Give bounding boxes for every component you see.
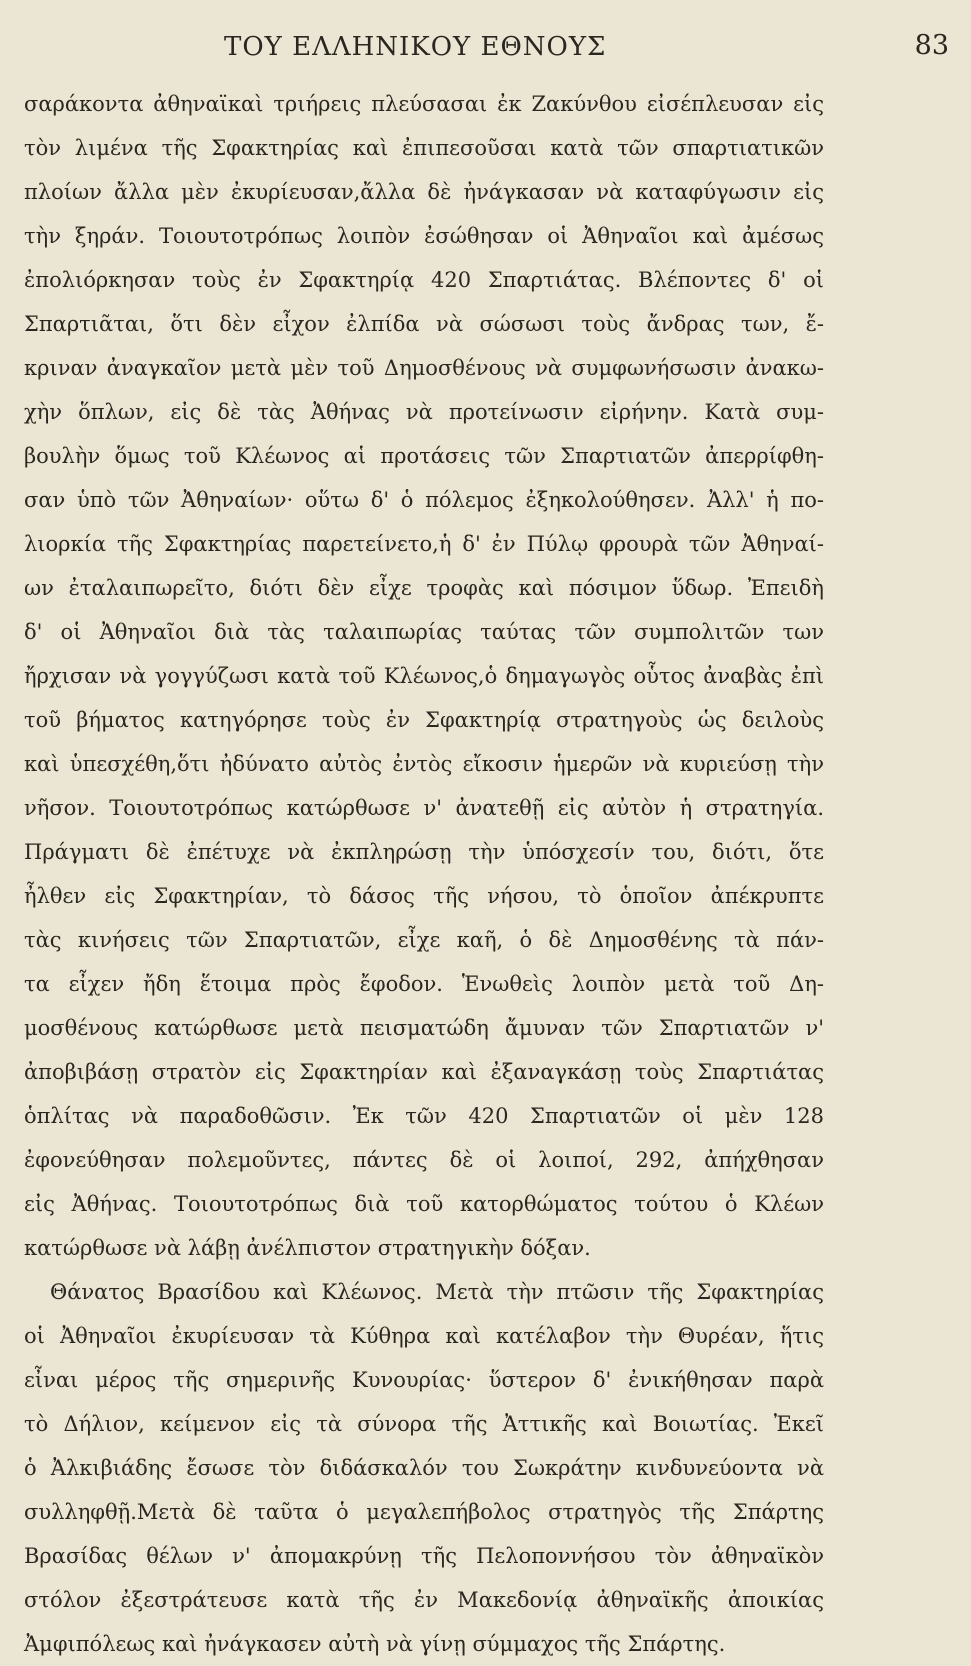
text-line: τὴν ξηράν. Τοιουτοτρόπως λοιπὸν ἐσώθησαν οἱ Ἀθηναῖοι καὶ ἀμέσως <box>24 224 824 248</box>
text-line: πλοίων ἄλλα μὲν ἐκυρίευσαν,ἄλλα δὲ ἠνάγκασαν νὰ καταφύγωσιν εἰς <box>24 180 824 204</box>
running-head: ΤΟΥ ΕΛΛΗΝΙΚΟΥ ΕΘΝΟΥΣ <box>224 32 607 62</box>
text-line: ων ἐταλαιπωρεῖτο, διότι δὲν εἶχε τροφὰς καὶ πόσιμον ὕδωρ. Ἐπειδὴ <box>24 576 824 600</box>
text-line: νῆσον. Τοιουτοτρόπως κατώρθωσε ν' ἀνατεθῇ εἰς αὐτὸν ἡ στρατηγία. <box>24 796 824 820</box>
text-line: ἀποβιβάσῃ στρατὸν εἰς Σφακτηρίαν καὶ ἐξαναγκάσῃ τοὺς Σπαρτιάτας <box>24 1060 824 1084</box>
text-line: σαν ὑπὸ τῶν Ἀθηναίων· οὕτω δ' ὁ πόλεμος ἐξηκολούθησεν. Ἀλλ' ἡ πο- <box>24 488 824 512</box>
section-heading-line: Θάνατος Βρασίδου καὶ Κλέωνος. Μετὰ τὴν πτῶσιν τῆς Σφακτηρίας <box>50 1280 824 1304</box>
text-line: Βρασίδας θέλων ν' ἀπομακρύνῃ τῆς Πελοποννήσου τὸν ἀθηναϊκὸν <box>24 1544 824 1568</box>
page-header <box>24 22 949 70</box>
text-line: τὸ Δήλιον, κείμενον εἰς τὰ σύνορα τῆς Ἀττικῆς καὶ Βοιωτίας. Ἐκεῖ <box>24 1412 824 1436</box>
text-line: ὁπλίτας νὰ παραδοθῶσιν. Ἐκ τῶν 420 Σπαρτιατῶν οἱ μὲν 128 <box>24 1104 824 1128</box>
text-line: δ' οἱ Ἀθηναῖοι διὰ τὰς ταλαιπωρίας ταύτας τῶν συμπολιτῶν των <box>24 620 824 644</box>
text-line: εἰς Ἀθήνας. Τοιουτοτρόπως διὰ τοῦ κατορθώματος τούτου ὁ Κλέων <box>24 1192 824 1216</box>
text-line: Πράγματι δὲ ἐπέτυχε νὰ ἐκπληρώσῃ τὴν ὑπόσχεσίν του, διότι, ὅτε <box>24 840 824 864</box>
page-number: 83 <box>914 30 949 61</box>
text-line: ἐφονεύθησαν πολεμοῦντες, πάντες δὲ οἱ λοιποί, 292, ἀπήχθησαν <box>24 1148 824 1172</box>
text-line: χὴν ὅπλων, εἰς δὲ τὰς Ἀθήνας νὰ προτείνωσιν εἰρήνην. Κατὰ συμ- <box>24 400 824 424</box>
text-line: ἐπολιόρκησαν τοὺς ἐν Σφακτηρίᾳ 420 Σπαρτιάτας. Βλέποντες δ' οἱ <box>24 268 824 292</box>
text-line: ἦλθεν εἰς Σφακτηρίαν, τὸ δάσος τῆς νήσου, τὸ ὁποῖον ἀπέκρυπτε <box>24 884 824 908</box>
text-line: βουλὴν ὅμως τοῦ Κλέωνος αἱ προτάσεις τῶν Σπαρτιατῶν ἀπερρίφθη- <box>24 444 824 468</box>
text-line: ἤρχισαν νὰ γογγύζωσι κατὰ τοῦ Κλέωνος,ὁ δημαγωγὸς οὗτος ἀναβὰς ἐπὶ <box>24 664 824 688</box>
text-line: κατώρθωσε νὰ λάβῃ ἀνέλπιστον στρατηγικὴν δόξαν. <box>24 1236 591 1260</box>
text-line: καὶ ὑπεσχέθη,ὅτι ἠδύνατο αὐτὸς ἐντὸς εἴκοσιν ἡμερῶν νὰ κυριεύσῃ τὴν <box>24 752 824 776</box>
text-line: συλληφθῇ.Μετὰ δὲ ταῦτα ὁ μεγαλεπήβολος στρατηγὸς τῆς Σπάρτης <box>24 1500 824 1524</box>
text-line: μοσθένους κατώρθωσε μετὰ πεισματώδη ἄμυναν τῶν Σπαρτιατῶν ν' <box>24 1016 824 1040</box>
text-line: οἱ Ἀθηναῖοι ἐκυρίευσαν τὰ Κύθηρα καὶ κατέλαβον τὴν Θυρέαν, ἥτις <box>24 1324 824 1348</box>
text-line: τὸν λιμένα τῆς Σφακτηρίας καὶ ἐπιπεσοῦσαι κατὰ τῶν σπαρτιατικῶν <box>24 136 824 160</box>
text-line: λιορκία τῆς Σφακτηρίας παρετείνετο,ἡ δ' ἐν Πύλῳ φρουρὰ τῶν Ἀθηναί- <box>24 532 824 556</box>
text-line: Σπαρτιᾶται, ὅτι δὲν εἶχον ἐλπίδα νὰ σώσωσι τοὺς ἄνδρας των, ἔ- <box>24 312 824 336</box>
text-line: κριναν ἀναγκαῖον μετὰ μὲν τοῦ Δημοσθένους νὰ συμφωνήσωσιν ἀνακω- <box>24 356 824 380</box>
text-line: Ἀμφιπόλεως καὶ ἠνάγκασεν αὐτὴ νὰ γίνῃ σύμμαχος τῆς Σπάρτης. <box>24 1632 726 1656</box>
text-line: τοῦ βήματος κατηγόρησε τοὺς ἐν Σφακτηρίᾳ στρατηγοὺς ὡς δειλοὺς <box>24 708 824 732</box>
text-line: εἶναι μέρος τῆς σημερινῆς Κυνουρίας· ὕστερον δ' ἐνικήθησαν παρὰ <box>24 1368 824 1392</box>
text-line: τὰς κινήσεις τῶν Σπαρτιατῶν, εἶχε καῆ, ὁ δὲ Δημοσθένης τὰ πάν- <box>24 928 824 952</box>
text-line: στόλον ἐξεστράτευσε κατὰ τῆς ἐν Μακεδονίᾳ ἀθηναϊκῆς ἀποικίας <box>24 1588 824 1612</box>
text-line: ὁ Ἀλκιβιάδης ἔσωσε τὸν διδάσκαλόν του Σωκράτην κινδυνεύοντα νὰ <box>24 1456 824 1480</box>
text-line: σαράκοντα ἀθηναϊκαὶ τριήρεις πλεύσασαι ἐκ Ζακύνθου εἰσέπλευσαν εἰς <box>24 92 824 116</box>
text-line: τα εἶχεν ἤδη ἕτοιμα πρὸς ἔφοδον. Ἑνωθεὶς λοιπὸν μετὰ τοῦ Δη- <box>24 972 824 996</box>
body-text <box>24 82 824 1666</box>
